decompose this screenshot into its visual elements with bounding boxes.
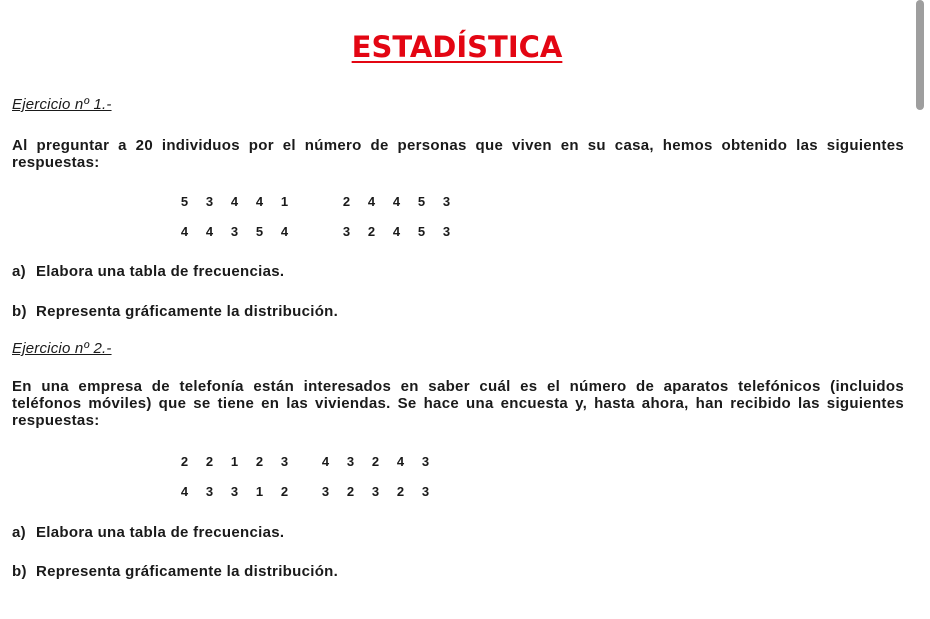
data-value: 3: [280, 454, 289, 469]
exercise-2-task-b: [12, 563, 338, 580]
page-title: ESTADÍSTICA: [351, 30, 563, 64]
data-value: 3: [442, 194, 451, 209]
exercise-1-task-a: [12, 263, 284, 280]
task-text: Representa gráficamente la distribución.: [36, 563, 339, 580]
data-value: 1: [280, 194, 289, 209]
data-value: 4: [392, 194, 401, 209]
data-value: 2: [342, 194, 351, 209]
data-value: 4: [205, 224, 214, 239]
data-value: 4: [230, 194, 239, 209]
exercise-2-data-row-2-left: [172, 484, 297, 499]
exercise-1-heading: Ejercicio nº 1.-: [12, 96, 112, 113]
data-value: 3: [230, 224, 239, 239]
data-value: 4: [396, 454, 405, 469]
data-value: 3: [230, 484, 239, 499]
data-value: 4: [367, 194, 376, 209]
exercise-1-data-row-2-left: [172, 224, 297, 239]
exercise-2-statement: [12, 378, 904, 429]
data-value: 2: [280, 484, 289, 499]
data-value: 5: [255, 224, 264, 239]
task-label: a): [12, 263, 26, 280]
exercise-1-data-row-2-right: [334, 224, 459, 239]
task-label: b): [12, 563, 27, 580]
task-label: b): [12, 303, 27, 320]
task-text: Elabora una tabla de frecuencias.: [36, 524, 285, 541]
exercise-2-data-row-1-left: [172, 454, 297, 469]
data-value: 3: [321, 484, 330, 499]
data-value: 1: [255, 484, 264, 499]
data-value: 3: [421, 454, 430, 469]
data-value: 3: [342, 224, 351, 239]
exercise-2-task-a: [12, 524, 284, 541]
task-label: a): [12, 524, 26, 541]
scrollbar-thumb[interactable]: [916, 0, 924, 110]
data-value: 4: [180, 224, 189, 239]
data-value: 4: [180, 484, 189, 499]
data-value: 5: [180, 194, 189, 209]
exercise-2-heading: Ejercicio nº 2.-: [12, 340, 112, 357]
data-value: 4: [392, 224, 401, 239]
task-text: Elabora una tabla de frecuencias.: [36, 263, 285, 280]
data-value: 3: [205, 484, 214, 499]
exercise-2-statement-line-3: respuestas:: [12, 412, 100, 429]
data-value: 2: [205, 454, 214, 469]
data-value: 3: [205, 194, 214, 209]
data-value: 3: [421, 484, 430, 499]
data-value: 2: [255, 454, 264, 469]
exercise-1-statement-line-2: respuestas:: [12, 154, 100, 171]
exercise-2-statement-line-1: En una empresa de telefonía están interesados en saber cuál es el número de aparatos telefónicos (incluidos: [12, 378, 904, 395]
data-value: 3: [442, 224, 451, 239]
exercise-2-data-row-2-right: [313, 484, 438, 499]
exercise-2-statement-line-2: teléfonos móviles) que se tiene en las viviendas. Se hace una encuesta y, hasta ahora, han recibido las siguientes: [12, 395, 904, 412]
exercise-1-statement-line-1: Al preguntar a 20 individuos por el número de personas que viven en su casa, hemos obtenido las siguientes: [12, 137, 904, 154]
data-value: 2: [371, 454, 380, 469]
data-value: 4: [321, 454, 330, 469]
data-value: 5: [417, 194, 426, 209]
task-text: Representa gráficamente la distribución.: [36, 303, 339, 320]
exercise-2-data-row-1-right: [313, 454, 438, 469]
data-value: 2: [367, 224, 376, 239]
exercise-1-statement: [12, 137, 904, 171]
data-value: 2: [180, 454, 189, 469]
data-value: 4: [280, 224, 289, 239]
data-value: 2: [396, 484, 405, 499]
vertical-scrollbar[interactable]: [916, 0, 924, 112]
exercise-1-task-b: [12, 303, 338, 320]
data-value: 3: [346, 454, 355, 469]
exercise-1-data-row-1-left: [172, 194, 297, 209]
exercise-1-data-row-1-right: [334, 194, 459, 209]
data-value: 5: [417, 224, 426, 239]
data-value: 3: [371, 484, 380, 499]
data-value: 2: [346, 484, 355, 499]
data-value: 4: [255, 194, 264, 209]
data-value: 1: [230, 454, 239, 469]
